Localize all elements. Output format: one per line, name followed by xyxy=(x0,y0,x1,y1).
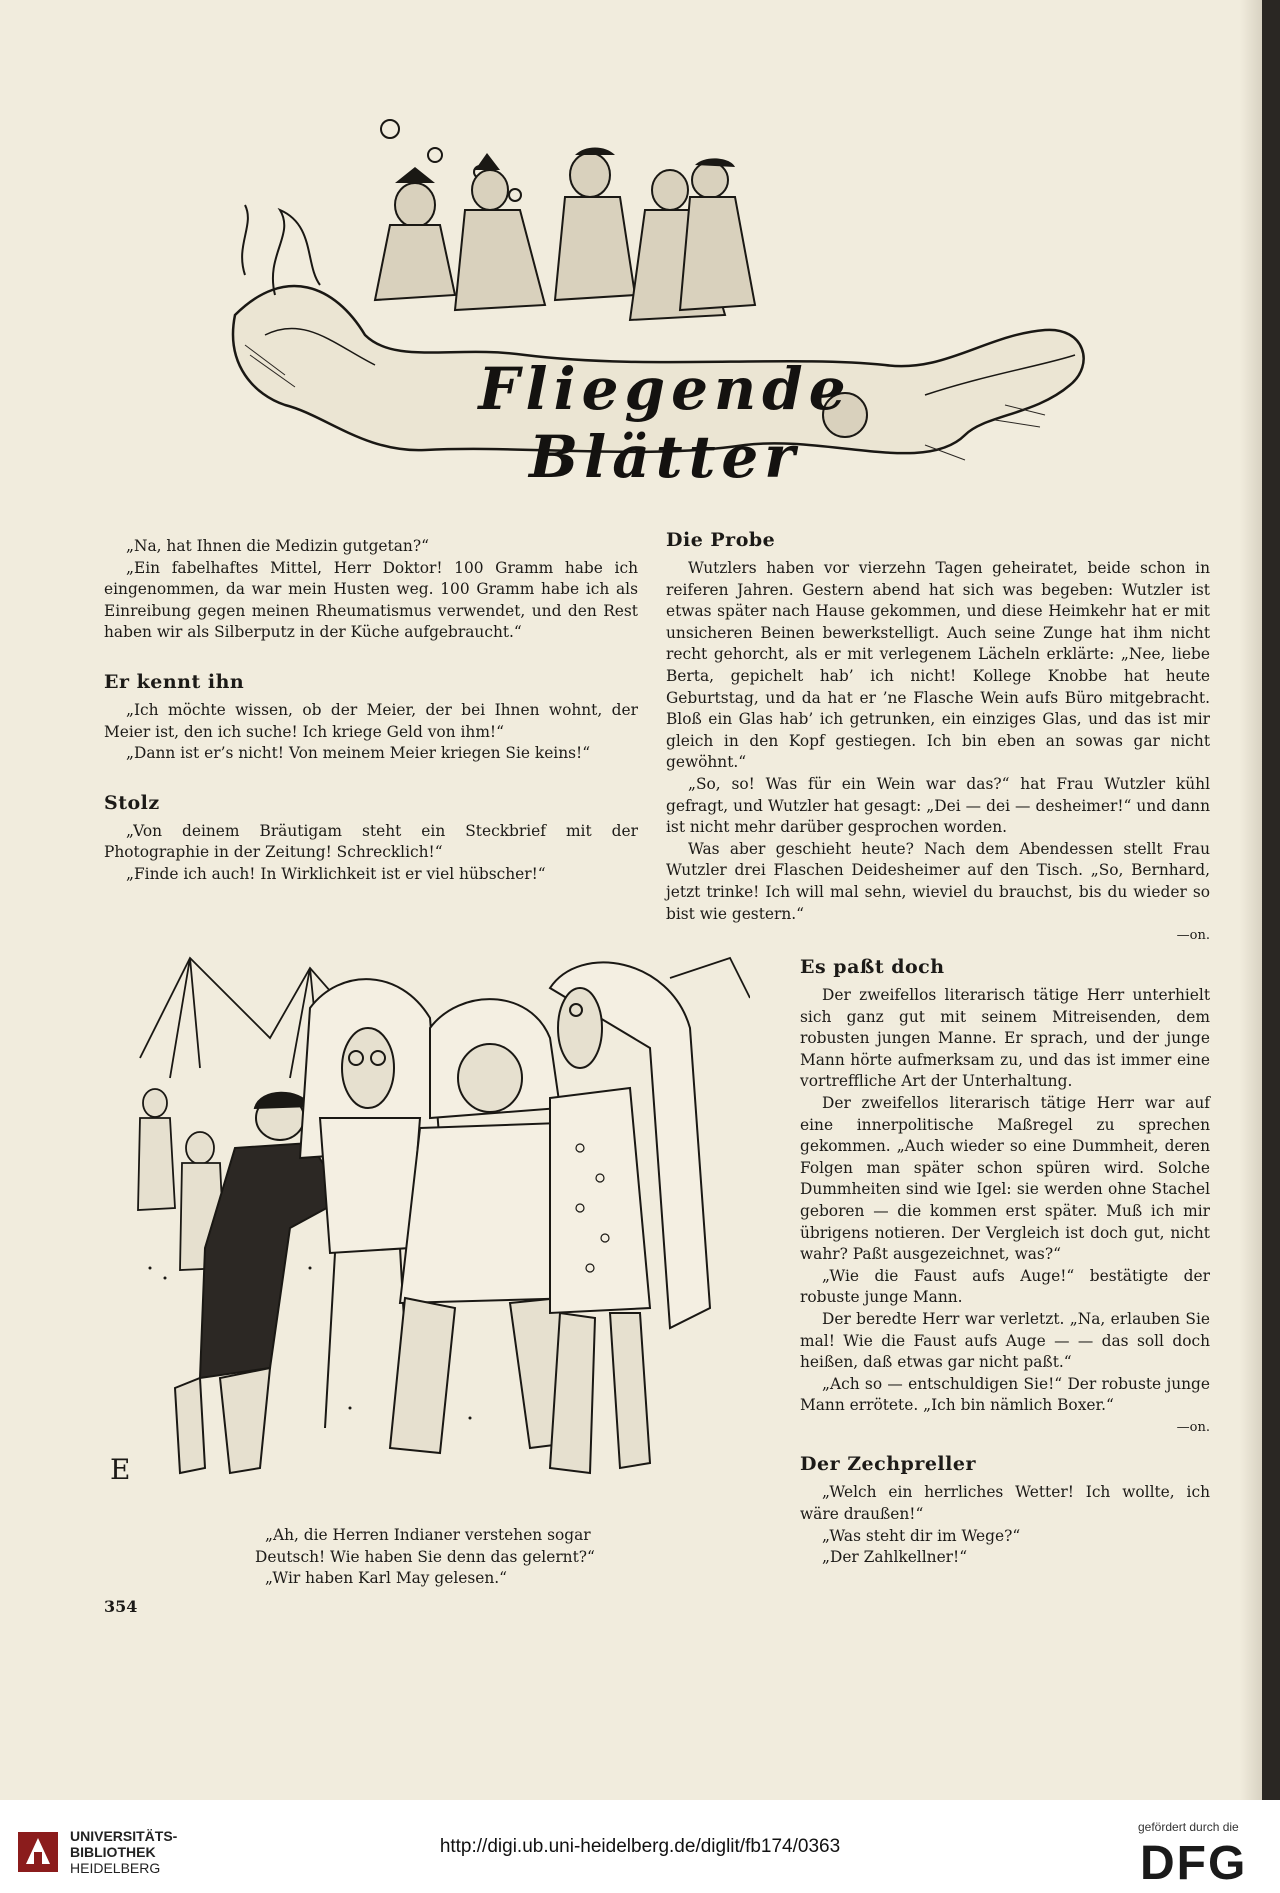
paragraph: Wutzlers haben vor vierzehn Tagen geheiratet, beide schon in reiferen Jahren. Gestern abend hat sich was begeben: Wutzler ist etwas später nach Hause gekommen, und diese Heimkehr hat er mit unsicheren Beinen bewerkstelligt. Auch seine Zunge hat ihm nicht recht gehorcht, als er mit verlegenem Lächeln erklärte: „Nee, liebe Berta, gepichelt hab’ ich nicht! Kollege Knobbe hat heute Geburtstag, und da hat er ’ne Flasche Wein aufs Büro mitgebracht. Bloß ein Glas hab’ ich getrunken, ein einziges Glas, und das ist mir gleich in den Kopf gestiegen. Ich bin eben an sowas gar nicht gewöhnt.“ xyxy=(666,559,1210,772)
paragraph: „Welch ein herrliches Wetter! Ich wollte, ich wäre draußen!“ xyxy=(800,1483,1210,1524)
university-name-line: BIBLIOTHEK xyxy=(70,1844,156,1860)
paragraph: Der zweifellos literarisch tätige Herr war auf eine innerpolitische Maßregel zu sprechen gekommen. „Auch wieder so eine Dummheit, deren Folgen man später schon spüren wird. Solche Dummheiten sind wie Igel: sie werden ohne Stachel geboren — die kommen erst später. Muß ich mir übrigens notieren. Der Vergleich ist doch gut, nicht wahr? Paßt ausgezeichnet, was?“ xyxy=(800,1093,1210,1264)
page-number: 354 xyxy=(104,1597,138,1616)
right-column-probe xyxy=(666,528,1210,947)
paragraph: „Finde ich auch! In Wirklichkeit ist er viel hübscher!“ xyxy=(126,864,546,883)
section-heading-er-kennt-ihn: Er kennt ihn xyxy=(104,670,245,693)
source-url-link[interactable]: http://digi.ub.uni-heidelberg.de/diglit/fb174/0363 xyxy=(439,1836,841,1857)
page-edge-shadow xyxy=(1240,0,1262,1800)
section-heading-die-probe: Die Probe xyxy=(666,529,776,551)
funding-note: gefördert durch die xyxy=(1138,1820,1239,1834)
section-heading-stolz: Stolz xyxy=(104,791,160,814)
caption-line-2: „Wir haben Karl May gelesen.“ xyxy=(265,1569,508,1588)
intro-paragraph: „Na, hat Ihnen die Medizin gutgetan?“ xyxy=(126,537,429,555)
paragraph: „Von deinem Bräutigam steht ein Steckbrief mit der Photographie in der Zeitung! Schrecklich!“ xyxy=(104,821,638,862)
cartoon-illustration xyxy=(110,948,750,1503)
paragraph: „Ach so — entschuldigen Sie!“ Der robuste junge Mann errötete. „Ich bin nämlich Boxer.“ xyxy=(800,1374,1210,1415)
left-column xyxy=(104,536,638,886)
dfg-logo: DFG xyxy=(1140,1837,1248,1890)
section-heading-es-passt-doch: Es paßt doch xyxy=(800,956,945,978)
section-heading-der-zechpreller: Der Zechpreller xyxy=(800,1453,976,1476)
paragraph: „Wie die Faust aufs Auge!“ bestätigte der robuste junge Mann. xyxy=(800,1266,1210,1307)
illustration-caption xyxy=(255,1525,655,1590)
paragraph: „Ich möchte wissen, ob der Meier, der bei Ihnen wohnt, der Meier ist, den ich suche! Ich kriege Geld von ihm!“ xyxy=(104,700,638,741)
author-signature: —on. xyxy=(1176,1419,1210,1435)
university-name-line: UNIVERSITÄTS- xyxy=(70,1828,178,1844)
caption-line-1: „Ah, die Herren Indianer verstehen sogar Deutsch! Wie haben Sie denn das gelernt?“ xyxy=(255,1526,595,1566)
university-name-line: HEIDELBERG xyxy=(70,1860,161,1876)
paragraph: „Dann ist er’s nicht! Von meinem Meier kriegen Sie keins!“ xyxy=(126,744,591,763)
paragraph: „So, so! Was für ein Wein war das?“ hat Frau Wutzler kühl gefragt, und Wutzler hat gesagt: „Dei — dei — desheimer!“ und dann ist nicht mehr darüber gesprochen worden. xyxy=(666,774,1210,837)
page-edge xyxy=(1262,0,1280,1800)
author-signature: —on. xyxy=(1176,928,1210,944)
paragraph: Was aber geschieht heute? Nach dem Abendessen stellt Frau Wutzler drei Flaschen Deidesheimer auf den Tisch. „So, Bernhard, jetzt trinke! Ich will mal sehn, wieviel du brauchst, bis du wieder so bist wie gestern.“ xyxy=(666,839,1210,923)
footer-bar xyxy=(0,1800,1280,1893)
masthead-title: Fliegende Blätter xyxy=(478,355,852,491)
paragraph: „Der Zahlkellner!“ xyxy=(822,1548,968,1567)
paragraph: Der beredte Herr war verletzt. „Na, erlauben Sie mal! Wie die Faust aufs Auge — — das soll doch heißen, daß etwas gar nicht paßt.“ xyxy=(800,1309,1210,1372)
artist-signature: E xyxy=(110,1453,131,1486)
masthead-illustration xyxy=(225,115,1105,505)
paragraph: Der zweifellos literarisch tätige Herr unterhielt sich ganz gut mit seinem Mitreisenden, dem robusten jungen Manne. Er sprach, und der junge Mann hörte aufmerksam zu, und das ist immer eine vortreffliche Art der Unterhaltung. xyxy=(800,986,1210,1091)
intro-paragraph: „Ein fabelhaftes Mittel, Herr Doktor! 100 Gramm habe ich eingenommen, da war mein Husten weg. 100 Gramm habe ich als Einreibung gegen meinen Rheumatismus verwendet, und den Rest haben wir als Silberputz in der Küche aufgebraucht.“ xyxy=(104,558,638,642)
right-column-lower xyxy=(800,955,1210,1569)
cartoon-drawing xyxy=(110,948,750,1503)
paragraph: „Was steht dir im Wege?“ xyxy=(822,1526,1021,1545)
